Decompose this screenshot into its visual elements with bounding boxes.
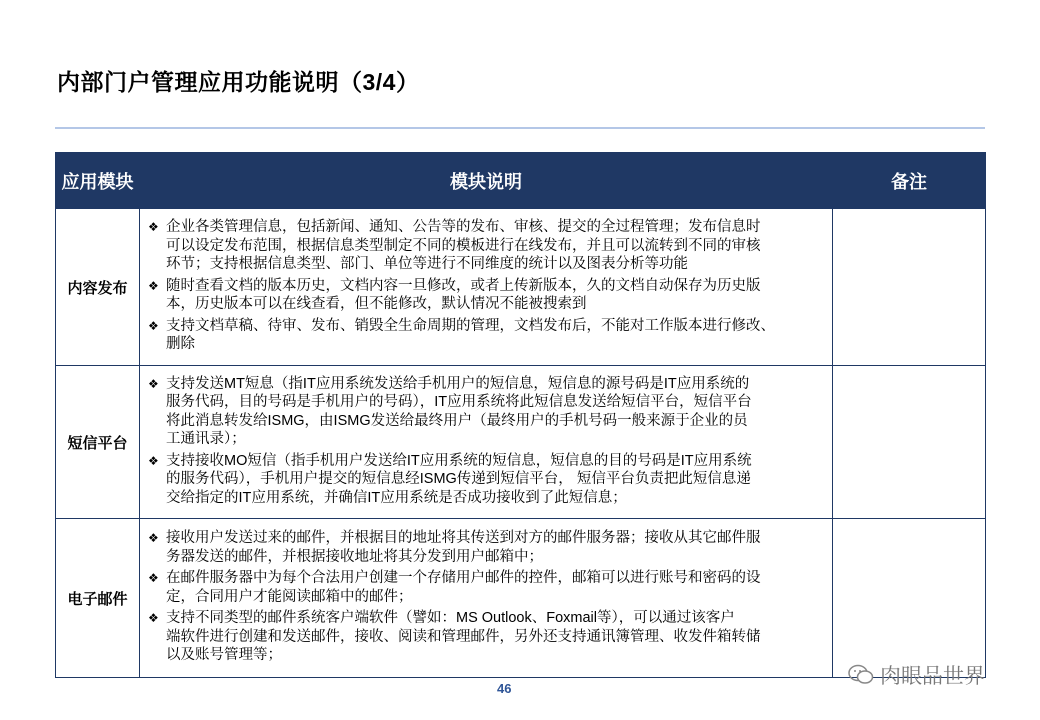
bullet-line: 务器发送的邮件，并根据接收地址将其分发到用户邮箱中；	[166, 548, 543, 565]
feature-table	[55, 152, 986, 678]
bullet-diamond-icon: ❖	[148, 453, 159, 468]
bullet-diamond-icon: ❖	[148, 278, 159, 293]
bullet-item	[148, 529, 826, 566]
module-note	[833, 209, 986, 366]
page-number: 46	[497, 681, 512, 696]
module-note	[833, 366, 986, 519]
title-divider	[55, 127, 985, 129]
table-row	[56, 519, 986, 678]
module-name: 短信平台	[56, 366, 140, 519]
table-row	[56, 209, 986, 366]
bullet-line: 支持不同类型的邮件系统客户端软件（譬如：MS Outlook、Foxmail等），可以通过该客户	[166, 610, 735, 627]
module-note	[833, 519, 986, 678]
bullet-line: 支持接收MO短信（指手机用户发送给IT应用系统的短信息，短信息的目的号码是IT应用系统	[166, 452, 752, 469]
bullet-line: 工通讯录）；	[166, 431, 246, 448]
bullet-line: 定，合同用户才能阅读邮箱中的邮件；	[166, 588, 413, 605]
bullet-line: 支持文档草稿、待审、发布、销毁全生命周期的管理，文档发布后，不能对工作版本进行修改、	[166, 317, 775, 334]
bullet-line: 的服务代码），手机用户提交的短信息经ISMG传递到短信平台， 短信平台负责把此短信息递	[166, 471, 751, 488]
bullet-line: 在邮件服务器中为每个合法用户创建一个存储用户邮件的控件，邮箱可以进行账号和密码的设	[166, 570, 761, 587]
bullet-item	[148, 375, 826, 449]
bullet-diamond-icon: ❖	[148, 611, 159, 626]
header-description: 模块说明	[140, 153, 833, 209]
bullet-line: 支持发送MT短息（指IT应用系统发送给手机用户的短信息，短信息的源号码是IT应用系统的	[166, 375, 750, 392]
bullet-diamond-icon: ❖	[148, 318, 159, 333]
bullet-line: 可以设定发布范围，根据信息类型制定不同的模板进行在线发布，并且可以流转到不同的审核	[166, 237, 761, 254]
bullet-item	[148, 569, 826, 606]
bullet-line: 随时查看文档的版本历史，文档内容一旦修改，或者上传新版本，久的文档自动保存为历史版	[166, 277, 761, 294]
bullet-line: 本，历史版本可以在线查看，但不能修改，默认情况不能被搜索到	[166, 296, 587, 313]
bullet-item	[148, 452, 826, 508]
bullet-item	[148, 277, 826, 314]
watermark	[848, 660, 985, 690]
bullet-diamond-icon: ❖	[148, 220, 159, 235]
bullet-line: 交给指定的IT应用系统，并确信IT应用系统是否成功接收到了此短信息；	[166, 489, 627, 506]
bullet-line: 接收用户发送过来的邮件，并根据目的地址将其传送到对方的邮件服务器；接收从其它邮件服	[166, 530, 761, 547]
bullet-diamond-icon: ❖	[148, 376, 159, 391]
bullet-line: 服务代码，目的号码是手机用户的号码），IT应用系统将此短信息发送给短信平台，短信平台	[166, 394, 752, 411]
bullet-line: 以及账号管理等；	[166, 647, 282, 664]
header-module: 应用模块	[56, 153, 140, 209]
table-row	[56, 366, 986, 519]
bullet-diamond-icon: ❖	[148, 531, 159, 546]
bullet-line: 删除	[166, 336, 195, 353]
bullet-diamond-icon: ❖	[148, 571, 159, 586]
module-description	[140, 519, 833, 678]
header-note: 备注	[833, 153, 986, 209]
bullet-line: 企业各类管理信息，包括新闻、通知、公告等的发布、审核、提交的全过程管理；发布信息时	[166, 219, 761, 236]
wechat-icon	[848, 664, 874, 686]
bullet-item	[148, 317, 826, 354]
module-name: 电子邮件	[56, 519, 140, 678]
table-header-row	[56, 153, 986, 209]
module-description	[140, 209, 833, 366]
bullet-item	[148, 609, 826, 665]
watermark-text: 肉眼品世界	[880, 665, 985, 688]
bullet-line: 环节；支持根据信息类型、部门、单位等进行不同维度的统计以及图表分析等功能	[166, 256, 688, 273]
module-name: 内容发布	[56, 209, 140, 366]
bullet-item	[148, 218, 826, 274]
module-description	[140, 366, 833, 519]
bullet-line: 端软件进行创建和发送邮件，接收、阅读和管理邮件，另外还支持通讯簿管理、收发件箱转储	[166, 628, 761, 645]
bullet-line: 将此消息转发给ISMG，由ISMG发送给最终用户（最终用户的手机号码一般来源于企业的员	[166, 412, 748, 429]
page-title: 内部门户管理应用功能说明（3/4）	[57, 69, 420, 95]
